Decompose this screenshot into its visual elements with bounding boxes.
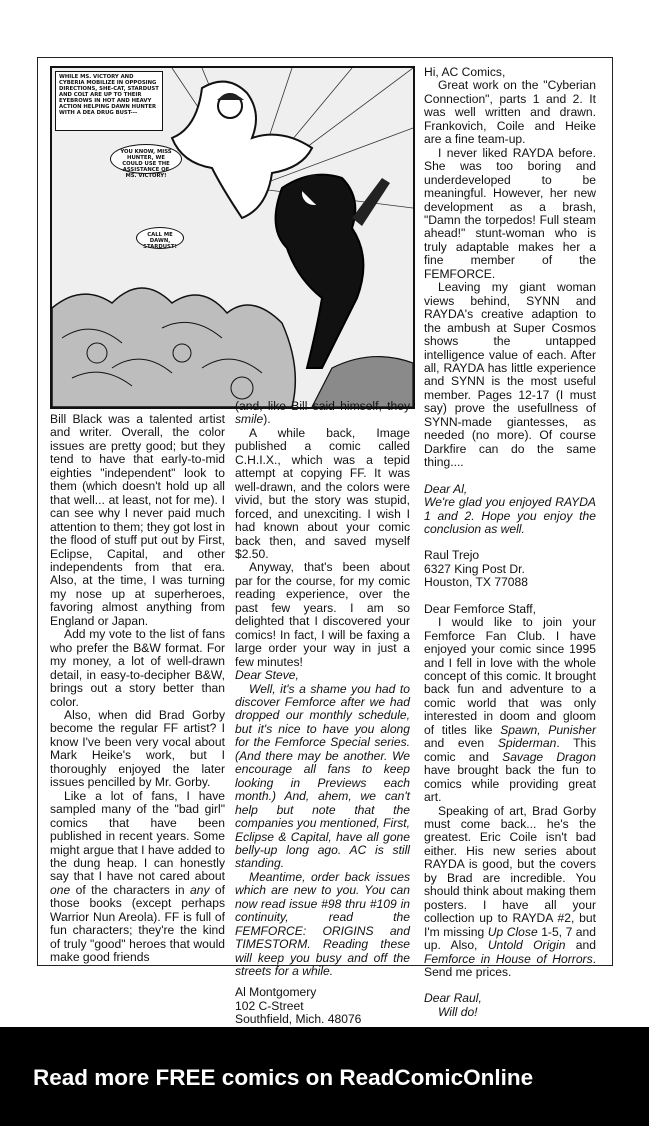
letter-paragraph: I would like to join your Femforce Fan Club. I have enjoyed your comic since 1995 and I fell in love with the whole concept of this comic. It brought back fun and adventure to a comic world that was only interested in doom and gloom of titles like Spawn, Punisher and even Spiderman. This comic and Savage Dragon have brought back the fun to comics while providing great art. <box>424 615 596 805</box>
reply-paragraph: Meantime, order back issues which are new to you. You can now read issue #98 thru #109 in continuity, read the FEMFORCE: ORIGINS and TIMESTORM. Reading these will keep you busy and off the streets for a while. <box>235 869 410 979</box>
letter-paragraph: Great work on the "Cyberian Connection", parts 1 and 2. It was well written and drawn. Frankovich, Coile and Heike are a fine team-up. <box>424 78 596 147</box>
letter-paragraph: Bill Black was a talented artist and writer. Overall, the color issues are pretty good; but they tend to have that early-to-mid eighties "independent" look to them (which doesn't hold up all that well... at least, not for me). I can see why I never paid much attention to them; they got lost in the flood of stuff put out by First, Eclipse, Capital, and other independents from that era. Also, at the time, I was turning my nose up at superheroes, favoring almost anything from England or Japan. <box>50 412 225 628</box>
letter-paragraph: Add my vote to the list of fans who prefer the B&W format. For my money, a lot of well-drawn detail, in easy-to-decipher B&W, brings out a story better than color. <box>50 627 225 709</box>
letter-paragraph: Like a lot of fans, I have sampled many of the "bad girl" comics that have been published in recent years. Some might argue that I have added to the dung heap. I can honestly say that I have not cared about one of the characters in any of those books (except perhaps Warrior Nun Areola). FF is full of fun characters; they're the kind of truly "good" heroes that would make good friends <box>50 788 225 965</box>
letter-paragraph: (and, like Bill said himself, they smile). <box>235 399 410 427</box>
speech-balloon: YOU KNOW, MISS HUNTER, WE COULD USE THE ASSISTANCE OF MS. VICTORY! <box>110 144 182 174</box>
reply-salutation: Dear Steve, <box>235 668 299 683</box>
signature-name: Al Montgomery <box>235 985 317 1000</box>
signature-street: 102 C-Street <box>235 998 304 1013</box>
reply-salutation: Dear Raul, <box>424 991 482 1006</box>
letter-paragraph: I never liked RAYDA before. She was too boring and underdeveloped to be meaningful. However, her new development as a brash, "Damn the torpedos! Full steam ahead!" stunt-woman who is truly adaptable makes her a fine member of the FEMFORCE. <box>424 145 596 281</box>
letter-greeting: Dear Femforce Staff, <box>424 601 537 616</box>
reply-paragraph: We're glad you enjoyed RAYDA 1 and 2. Hope you enjoy the conclusion as well. <box>424 495 596 536</box>
speech-balloon: CALL ME DAWN, STARDUST! <box>136 227 184 249</box>
letter-paragraph: Leaving my giant woman views behind, SYNN and RAYDA's creative adaption to the ambush at Super Cosmos shows the untapped intelligence value of each. After all, RAYDA has little experience and SYNN is the most useful member. Pages 12-17 (I must say) prove the usefullness of SYNN-made giantesses, as needed (no more). Of course Darkfire can do the same thing.... <box>424 280 596 470</box>
reply-paragraph: Well, it's a shame you had to discover Femforce after we had dropped our monthly schedule, but it's nice to have you along for the Femforce Special series. (And there may be another. We encourage all fans to keep looking in Previews each month.) And, ahem, we can't help but note that the companies you mentioned, First, Eclipse & Capital, have all gone belly-up long ago. AC is still standing. <box>235 681 410 871</box>
letter-column-3 <box>424 66 596 1019</box>
signature-city: Southfield, Mich. 48076 <box>235 1012 362 1027</box>
reply-salutation: Dear Al, <box>424 481 468 496</box>
letter-column-1 <box>50 413 225 965</box>
signature-city: Houston, TX 77088 <box>424 575 528 590</box>
letter-column-2 <box>235 400 410 1027</box>
letter-paragraph: A while back, Image published a comic called C.H.I.X., which was a tepid attempt at copying FF. It was well-drawn, and the colors were vivid, but the story was stupid, forced, and unexciting. I wish I had known about your comic back then, and saved myself $2.50. <box>235 425 410 561</box>
signature-street: 6327 King Post Dr. <box>424 561 525 576</box>
footer-link[interactable]: Read more FREE comics on ReadComicOnline <box>33 1065 534 1090</box>
caption-box: WHILE MS. VICTORY AND CYBERIA MOBILIZE IN OPPOSING DIRECTIONS, SHE-CAT, STARDUST AND COLT ARE UP TO THEIR EYEBROWS IN HOT AND HEAVY ACTION HELPING DAWN HUNTER WITH A DEA DRUG BUST--- <box>55 71 163 131</box>
letter-paragraph: Anyway, that's been about par for the course, for my comic reading experience, over the past few years. I am so delighted that I discovered your comics! In fact, I will be faxing a large order your way in just a few minutes! <box>235 560 410 669</box>
signature-name: Raul Trejo <box>424 548 480 563</box>
letter-paragraph: Also, when did Brad Gorby become the regular FF artist? I know I've been very vocal about Mark Heike's work, but I thoroughly enjoyed the later issues pencilled by Mr. Gorby. <box>50 707 225 790</box>
reply-paragraph: Will do! <box>438 1004 478 1019</box>
letter-paragraph: Speaking of art, Brad Gorby must come back... he's the greatest. Eric Coile isn't bad either. His new series about RAYDA is good, but the covers by Brad are incredible. You should think about making them posters. I have all your collection up to RAYDA #2, but I'm missing Up Close 1-5, 7 and up. Also, Untold Origin and Femforce in House of Horrors. Send me prices. <box>424 803 596 979</box>
letter-greeting: Hi, AC Comics, <box>424 65 506 79</box>
comic-panel <box>50 66 415 409</box>
